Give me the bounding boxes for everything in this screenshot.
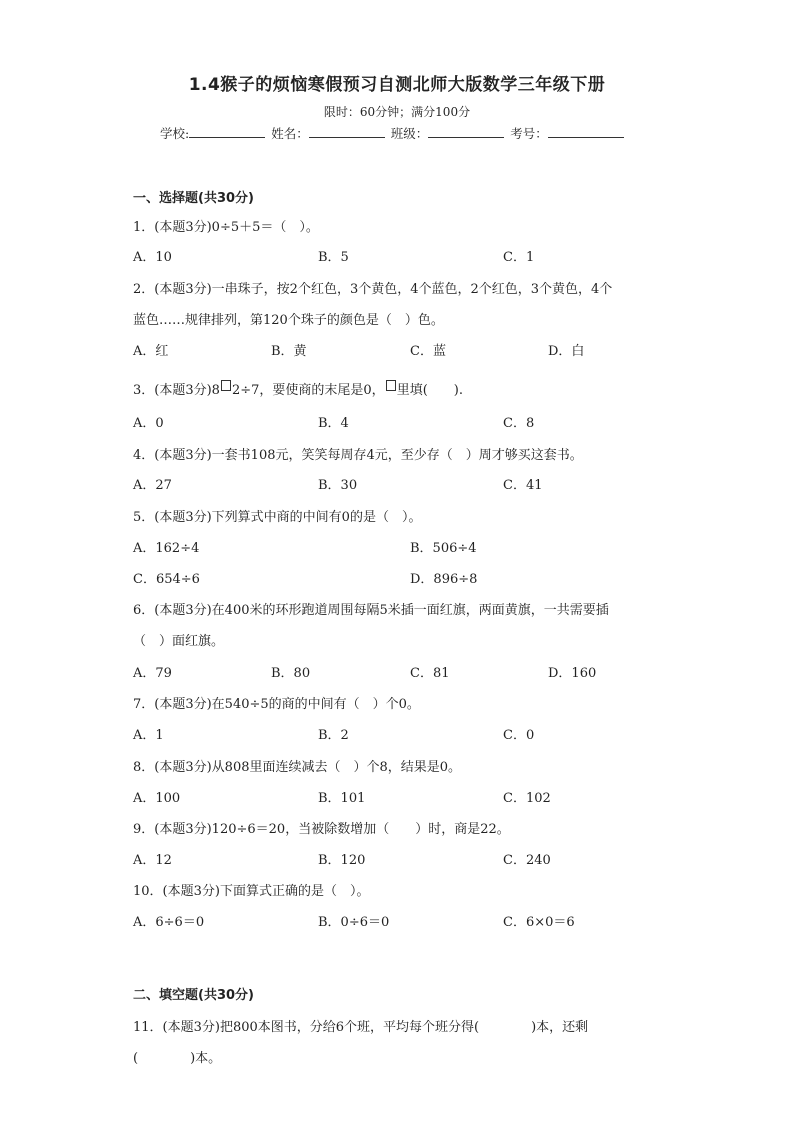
q10-option-a[interactable]: A．6÷6＝0 <box>133 915 205 930</box>
q6-option-a[interactable]: A．79 <box>133 666 172 681</box>
q5-option-a[interactable]: A．162÷4 <box>133 541 200 556</box>
q5-option-b[interactable]: B．506÷4 <box>410 541 477 556</box>
question-7: 7．(本题3分)在540÷5的商的中间有（ ）个0。 <box>133 697 420 712</box>
blank-box-icon <box>386 380 396 391</box>
question-3 <box>133 379 463 398</box>
q5-option-d[interactable]: D．896÷8 <box>410 572 478 587</box>
school-blank[interactable] <box>189 125 265 138</box>
question-2-line-2: 蓝色……规律排列，第120个珠子的颜色是（ ）色。 <box>133 313 444 328</box>
q2-option-d[interactable]: D．白 <box>548 344 585 359</box>
question-11-line-2: ( )本。 <box>133 1051 222 1066</box>
q1-option-c[interactable]: C．1 <box>503 250 535 265</box>
name-blank[interactable] <box>309 125 385 138</box>
q7-option-b[interactable]: B．2 <box>318 728 349 743</box>
q4-option-c[interactable]: C．41 <box>503 478 543 493</box>
q4-option-b[interactable]: B．30 <box>318 478 358 493</box>
q5-option-c[interactable]: C．654÷6 <box>133 572 200 587</box>
q1-option-a[interactable]: A．10 <box>133 250 172 265</box>
question-10: 10．(本题3分)下面算式正确的是（ ）。 <box>133 884 370 899</box>
name-label: 姓名： <box>271 126 309 141</box>
question-2-line-1: 2．(本题3分)一串珠子，按2个红色，3个黄色，4个蓝色，2个红色，3个黄色，4个 <box>133 282 613 297</box>
q9-option-a[interactable]: A．12 <box>133 853 172 868</box>
q7-option-c[interactable]: C．0 <box>503 728 535 743</box>
question-1: 1．(本题3分)0÷5＋5＝（ ）。 <box>133 220 319 235</box>
class-label: 班级： <box>390 126 429 141</box>
q1-option-b[interactable]: B．5 <box>318 250 349 265</box>
question-4: 4．(本题3分)一套书108元，笑笑每周存4元，至少存（ ）周才够买这套书。 <box>133 448 583 463</box>
class-blank[interactable] <box>428 125 504 138</box>
question-8: 8．(本题3分)从808里面连续减去（ ）个8，结果是0。 <box>133 760 462 775</box>
school-label: 学校: <box>160 126 190 141</box>
q3-option-a[interactable]: A．0 <box>133 416 164 431</box>
section-choice-title: 一、选择题(共30分) <box>133 191 254 206</box>
q2-option-c[interactable]: C．蓝 <box>410 344 446 359</box>
q6-option-d[interactable]: D．160 <box>548 666 597 681</box>
blank-box-icon <box>221 380 231 391</box>
q9-option-b[interactable]: B．120 <box>318 853 366 868</box>
q8-option-c[interactable]: C．102 <box>503 791 551 806</box>
student-info-line <box>160 124 626 142</box>
question-9: 9．(本题3分)120÷6＝20，当被除数增加（ ）时，商是22。 <box>133 822 510 837</box>
exam-number-blank[interactable] <box>548 125 624 138</box>
question-5: 5．(本题3分)下列算式中商的中间有0的是（ ）。 <box>133 510 422 525</box>
time-limit-info: 限时：60分钟；满分100分 <box>323 105 471 119</box>
question-6-line-2: （ ）面红旗。 <box>133 634 225 649</box>
question-3-part-2: 2÷7，要使商的末尾是0， <box>231 383 385 398</box>
question-6-line-1: 6．(本题3分)在400米的环形跑道周围每隔5米插一面红旗，两面黄旗，一共需要插 <box>133 603 609 618</box>
q8-option-b[interactable]: B．101 <box>318 791 366 806</box>
section-fill-title: 二、填空题(共30分) <box>133 988 254 1003</box>
q10-option-c[interactable]: C．6×0＝6 <box>503 915 575 930</box>
q9-option-c[interactable]: C．240 <box>503 853 551 868</box>
q7-option-a[interactable]: A．1 <box>133 728 164 743</box>
q3-option-b[interactable]: B．4 <box>318 416 349 431</box>
q2-option-a[interactable]: A．红 <box>133 344 169 359</box>
q6-option-b[interactable]: B．80 <box>271 666 311 681</box>
question-3-part-3: 里填( ). <box>396 383 463 398</box>
page-title: 1.4猴子的烦恼寒假预习自测北师大版数学三年级下册 <box>188 75 606 95</box>
q2-option-b[interactable]: B．黄 <box>271 344 307 359</box>
question-11-line-1: 11．(本题3分)把800本图书，分给6个班，平均每个班分得( )本，还剩 <box>133 1020 589 1035</box>
q3-option-c[interactable]: C．8 <box>503 416 535 431</box>
question-3-part-1: 3．(本题3分)8 <box>133 383 220 398</box>
exam-number-label: 考号： <box>510 126 548 141</box>
q8-option-a[interactable]: A．100 <box>133 791 181 806</box>
q10-option-b[interactable]: B．0÷6＝0 <box>318 915 390 930</box>
q6-option-c[interactable]: C．81 <box>410 666 450 681</box>
q4-option-a[interactable]: A．27 <box>133 478 172 493</box>
